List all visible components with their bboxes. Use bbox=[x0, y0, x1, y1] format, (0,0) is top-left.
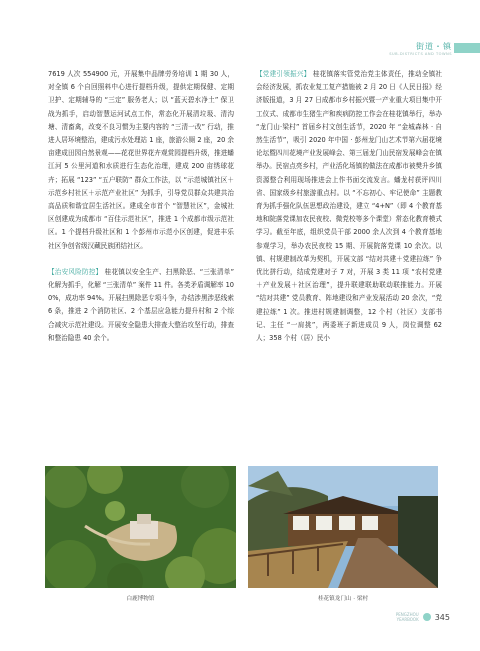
page-number: 345 bbox=[434, 612, 450, 622]
footer-dot-icon bbox=[423, 613, 431, 621]
section-title: 街道・镇 bbox=[416, 42, 452, 51]
village-walkway-photo bbox=[248, 466, 438, 588]
left-paragraph-2-text: 桂花镇以安全生产、扫黑除恶、“三张清单” 化解为抓手，化解 “三张清单” 案件 11 件。各类矛盾调解率 100%，成功率 94%。开展扫黑除恶专项斗争，办结涉黑涉恶线索 6 条，推进 2 个消防社区、2 个基层应急能力提升村和 2 个综合减灾示范社建设。开展安全隐患大排查大整治攻坚行动，排查和整治隐患 40 余个。 bbox=[48, 267, 234, 342]
header-accent-bar bbox=[454, 43, 480, 53]
section-header bbox=[389, 42, 452, 57]
caption-left: 白鹿博物馆 bbox=[126, 596, 155, 602]
page-footer bbox=[396, 612, 450, 622]
caption-right: 桂花镇龙门山 · 梁村 bbox=[317, 596, 369, 602]
section-tag-party: 【党建引领振兴】 bbox=[256, 70, 311, 78]
section-subtitle: SUB-DISTRICTS AND TOWNS bbox=[389, 52, 452, 56]
footer-brand-line2: YEARBOOK bbox=[396, 617, 419, 622]
left-column bbox=[48, 68, 234, 345]
museum-aerial-image bbox=[45, 466, 236, 588]
right-paragraph-1 bbox=[256, 68, 442, 345]
village-walkway-image bbox=[248, 466, 438, 588]
left-paragraph-2 bbox=[48, 266, 234, 345]
right-paragraph-1-text: 桂花镇落实管党治党主体责任，推动全镇社会经济发展，抓农业复工复产措施被 2 月 20 日《人民日报》经济版报道，3 月 27 日成都市乡村振兴暨一产业重大项目集中开工仪式、成都市生猪生产和疾病防控工作会在桂花镇举行，举办 “龙门山·梁村” 首届乡村文创生活节，2020 年 “金城森林 · 自然生活节”，吸引 2020 年中国 · 彭州龙门山艺术节第六届花境论坛暨四川花境产业发展峰会、第三届龙门山民宿发展峰会在镇举办。民宿点亮乡村，产业活化场镇的做法在成都市被樊升乡镇资源整合利用现场推进会上作书面交流发言。蟠龙村获评四川省、国家级乡村旅游重点村。以 “不忘初心、牢记使命” 主题教育为抓手强化队伍思想政治建设，建立 “4+N”（即 4 个教育基地和院落党课加农民夜校、微党校等多个课堂）常态化教育模式学习。截至年底，组织党员干部 2000 余人次到 4 个教育基地参观学习，举办农民夜校 15 期、开展院落党课 10 余次。以镇、村规建制改革为契机，开展文部 “结对共建＋党建拉练” 争优比拼行动，结成党建对子 7 对，开展 3 类 11 项 “农村党建＋产业发展＋社区治理”，提升联建联助联动联推能力。开展 “结对共建” 党员教育、阵地建设和产业发展活动 20 余次，“党建拉练” 1 次。推进村规建制调整，12 个村（社区）支部书记、主任 “一肩挑”，两委班子新进成员 9 人，岗位调整 62 人；358 个村（居）民小 bbox=[256, 70, 443, 343]
footer-brand-line1: PENGZHOU bbox=[395, 612, 419, 617]
section-tag-security: 【治安风险防控】 bbox=[48, 267, 103, 276]
left-paragraph-1: 7619 人次 554900 元，开展集中品牌劳务培训 1 期 30 人，对全镇 6 个自回照料中心进行提档升级，提供定期保健、定期卫护、定期辅导的 “三定” 服务老人；以 “蓝天碧水净土” 保卫战为抓手，启动智慧运河试点工作，常态化开展清垃圾、清沟塘、清畜禽，改变不良习惯为主要内容的 “三清一改” 行动，推进人居环境整治，建成污水处理站 1 座，旅游公厕 2 座，20 余亩建成田园自然景观——花花世界花卉观赏园提档升级，推进蟠江河 5 公里河道和水质进行生态化治理，建成 200 亩绣球花卉；拓展 “123” “五户联防” 群众工作法，以 “示范城镇社区＋示范乡村社区＋示范产业社区” 为抓手，引导党员群众共建共治高品质和谐宜居生活社区。建成全市首个 “智慧社区”，金城社区创建成为成都市 “百佳示范社区”，推进 1 个成都市级示范社区。1 个提档升级社区和 1 个彭州市示范小区创建，促进丰乐社区争创省级汉藏民族团结社区。 bbox=[48, 70, 234, 250]
right-column bbox=[256, 68, 442, 345]
footer-brand bbox=[396, 612, 419, 622]
museum-aerial-photo bbox=[45, 466, 236, 588]
